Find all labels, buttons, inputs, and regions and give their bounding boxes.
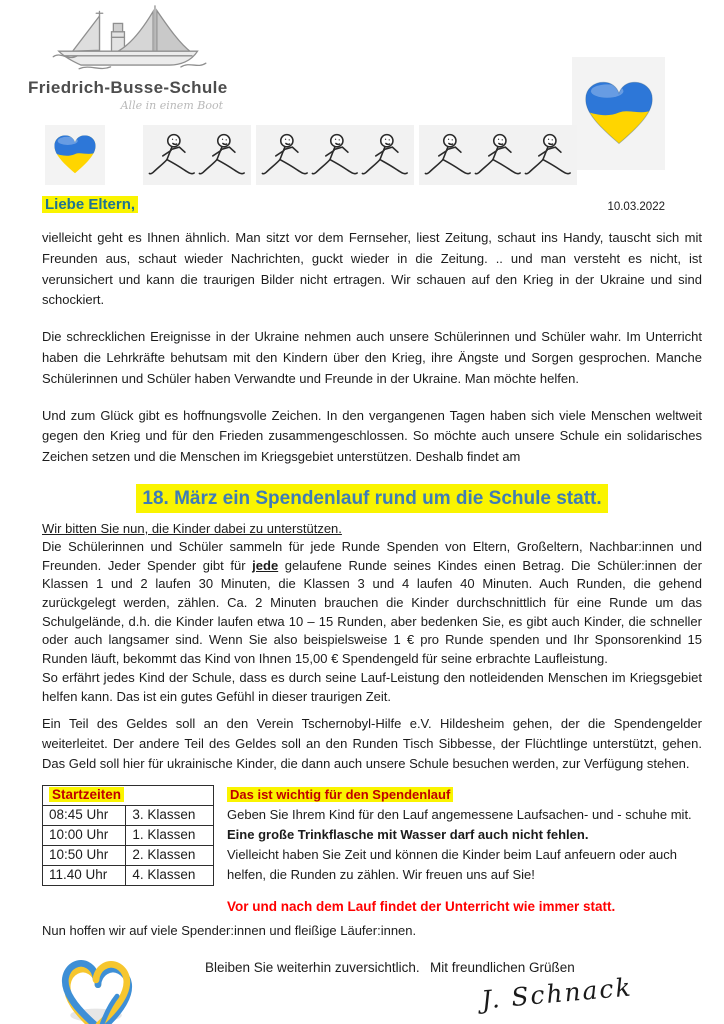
runner-strip xyxy=(143,125,251,185)
ukraine-ribbon-heart-icon xyxy=(54,950,140,1024)
start-time: 11.40 Uhr xyxy=(43,866,126,886)
sailboat-logo-icon xyxy=(50,4,210,78)
important-line-1: Geben Sie Ihrem Kind für den Lauf angemessene Laufsachen- und - schuhe mit. xyxy=(227,807,692,823)
class-group: 2. Klassen xyxy=(126,846,214,866)
ukraine-heart-image-small xyxy=(45,125,105,185)
start-time: 08:45 Uhr xyxy=(43,806,126,826)
school-tagline: Alle in einem Boot xyxy=(120,99,223,112)
runner-icon xyxy=(198,130,246,180)
runner-icon xyxy=(524,130,572,180)
salutation-text: Liebe Eltern, xyxy=(42,196,138,213)
paragraph-details xyxy=(42,538,702,706)
event-headline: 18. März ein Spendenlauf rund um die Schule statt. xyxy=(136,484,607,513)
closing-block xyxy=(42,942,702,1024)
details-emphasis: jede xyxy=(252,557,279,573)
details-part1: Die Schülerinnen und Schüler sammeln für jede Runde Spenden von Eltern, Großeltern, Nachbar:innen und Freunden. Jeder Spender gibt für xyxy=(42,538,702,573)
runner-icon xyxy=(361,130,409,180)
runner-icon xyxy=(424,130,472,180)
regards-line: Mit freundlichen Grüßen xyxy=(430,960,575,976)
ukraine-heart-icon xyxy=(52,134,98,176)
runner-icon xyxy=(311,130,359,180)
signature: J. Schnack xyxy=(480,972,634,1015)
letter-body xyxy=(42,228,702,1024)
runner-icon xyxy=(148,130,196,180)
table-row xyxy=(43,806,214,826)
runner-icon xyxy=(261,130,309,180)
start-time: 10:00 Uhr xyxy=(43,826,126,846)
hope-line: Nun hoffen wir auf viele Spender:innen und fleißige Läufer:innen. xyxy=(42,923,417,939)
important-line-2: Eine große Trinkflasche mit Wasser darf auch nicht fehlen. xyxy=(227,827,589,843)
runner-strip xyxy=(419,125,577,185)
important-line-3: Vielleicht haben Sie Zeit und können die Kinder beim Lauf anfeuern oder auch helfen, die Runden zu zählen. Wir freuen uns auf Sie! xyxy=(227,847,678,883)
table-row xyxy=(43,866,214,886)
paragraph-intro-1: vielleicht geht es Ihnen ähnlich. Man sitzt vor dem Fernseher, liest Zeitung, schaut ins Handy, tauscht sich mit Freunden aus, schaut wieder Nachrichten, guckt wieder in die Zeitung. .. und man versteht es nicht, ist verunsichert und kann die traurigen Bilder nicht ertragen. Wir schauen auf den Krieg in der Ukraine und sind schockiert. xyxy=(42,230,702,308)
start-time: 10:50 Uhr xyxy=(43,846,126,866)
schedule-and-important xyxy=(42,785,702,917)
class-group: 3. Klassen xyxy=(126,806,214,826)
paragraph-intro-2: Die schrecklichen Ereignisse in der Ukraine nehmen auch unsere Schülerinnen und Schüler wahr. Im Unterricht haben die Lehrkräfte behutsam mit den Kindern über den Krieg, ihre Ängste und Sorgen gesprochen. Manche Schülerinnen und Schüler haben Verwandte und Freunde in der Ukraine. Man möchte helfen. xyxy=(42,329,702,386)
ukraine-heart-image-large xyxy=(572,57,665,170)
details-part2: gelaufene Runde seines Kindes einen Betrag. Die Schüler:innen der Klassen 1 und 2 laufen 30 Minuten, die Klassen 3 und 4 laufen 40 Minuten. Auch Runden, die gehend zurückgelegt werden, zählen. Ca. 2 Minuten brauchen die Kinder durchschnittlich für eine Runde um das Schulgelände, d.h. die Kinder laufen etwa 10 – 15 Runden, aber bedenken Sie, es gibt auch Kinder, die schneller oder auch langsamer sind. Wenn Sie also beispielsweise 1 € pro Runde spenden und Ihr Sponsorenkind 15 Runden läuft, bekommt das Kind von Ihnen 15,00 € Spendengeld für seine erbrachte Laufleistung. xyxy=(42,557,702,667)
table-row xyxy=(43,826,214,846)
appeal-line: Wir bitten Sie nun, die Kinder dabei zu unterstützen. xyxy=(42,520,342,536)
class-group: 4. Klassen xyxy=(126,866,214,886)
headline-wrap xyxy=(42,484,702,513)
letter-date: 10.03.2022 xyxy=(607,201,665,213)
table-title: Startzeiten xyxy=(49,787,124,802)
paragraph-distribution: Ein Teil des Geldes soll an den Verein Tschernobyl-Hilfe e.V. Hildesheim gehen, der die Spendengelder weiterleitet. Der andere Teil des Geldes soll an den Runden Tisch Sibbesse, der Flüchtlinge unterstützt, gehen. Das Geld soll hier für ukrainische Kinder, die dann auch unsere Schule besuchen werden, zur Verfügung stehen. xyxy=(42,716,702,772)
ukraine-heart-icon xyxy=(581,80,657,148)
runner-clipart-row xyxy=(143,125,577,185)
red-notice: Vor und nach dem Lauf findet der Unterricht wie immer statt. xyxy=(227,899,616,915)
runner-strip xyxy=(256,125,414,185)
salutation xyxy=(42,196,138,213)
class-group: 1. Klassen xyxy=(126,826,214,846)
important-info-block xyxy=(227,785,702,917)
stay-confident-line: Bleiben Sie weiterhin zuversichtlich. xyxy=(205,960,420,976)
table-header-row xyxy=(43,786,214,806)
runner-icon xyxy=(474,130,522,180)
start-times-table xyxy=(42,785,214,886)
table-row xyxy=(43,846,214,866)
details-part3: So erfährt jedes Kind der Schule, dass es durch seine Lauf-Leistung den notleidenden Menschen im Kriegsgebiet helfen kann. Das ist ein gutes Gefühl in dieser traurigen Zeit. xyxy=(42,669,702,704)
school-logo xyxy=(28,4,228,112)
school-name: Friedrich-Busse-Schule xyxy=(28,78,228,97)
paragraph-intro-3: Und zum Glück gibt es hoffnungsvolle Zeichen. In den vergangenen Tagen haben sich viele Menschen weltweit gegen den Krieg und für den Frieden zusammengeschlossen. So möchte auch unsere Schule ein solidarisches Zeichen setzen und die Menschen im Kriegsgebiet unterstützen. Deshalb findet am xyxy=(42,407,702,465)
important-title: Das ist wichtig für den Spendenlauf xyxy=(227,787,453,802)
